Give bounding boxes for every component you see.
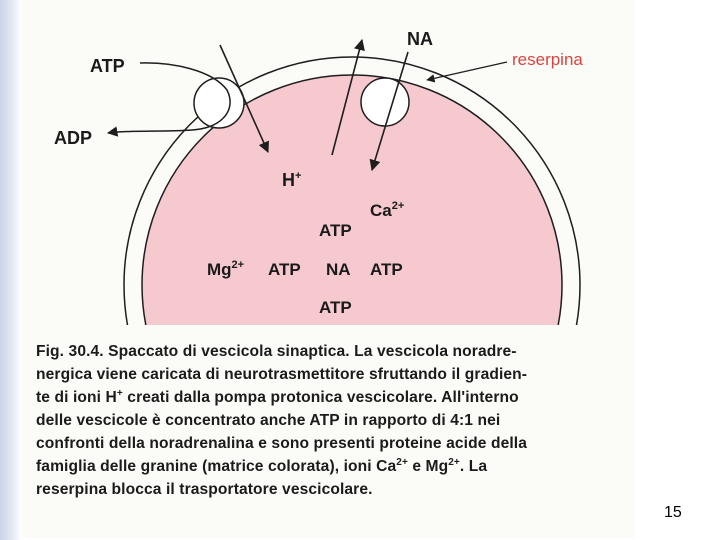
- slide-border: [0, 0, 22, 540]
- caption-text: delle vescicole è concentrato anche ATP in rapporto di 4:1 nei: [36, 412, 501, 429]
- caption-line: [36, 409, 621, 432]
- caption-text: nergica viene caricata di neurotrasmettitore sfruttando il gradien-: [36, 366, 528, 383]
- caption-sup: 2+: [448, 456, 460, 468]
- caption-line: [36, 340, 621, 363]
- reserpina-arrow: [427, 62, 507, 80]
- label-atp-right: ATP: [370, 260, 403, 279]
- vesicular-transporter: [361, 78, 409, 126]
- caption-sup: 2+: [396, 456, 408, 468]
- caption-line: [36, 455, 621, 478]
- label-mg: $Mg^{2+}$: [207, 259, 245, 279]
- figure-caption: [36, 340, 621, 501]
- label-atp-left: ATP: [268, 260, 301, 279]
- label-na-top: NA: [407, 29, 433, 49]
- label-ca: $Ca^{2+}$: [370, 200, 405, 220]
- caption-text: Spaccato di vescicola sinaptica. La vescicola noradre-: [103, 343, 517, 360]
- label-na-center: NA: [326, 260, 351, 279]
- vesicle-diagram: [22, 0, 635, 340]
- label-atp-upper: ATP: [319, 221, 352, 240]
- caption-text: famiglia delle granine (matrice colorata), ioni Ca: [36, 458, 397, 475]
- caption-text: confronti della noradrenalina e sono presenti proteine acide della: [36, 435, 527, 452]
- label-reserpina: reserpina: [512, 50, 583, 69]
- proton-pump: [194, 78, 244, 128]
- caption-line: [36, 363, 621, 386]
- label-h-plus: H+: [282, 170, 302, 190]
- label-adp-outside: ADP: [54, 128, 93, 148]
- caption-text: creati dalla pompa protonica vescicolare. All'interno: [122, 389, 519, 406]
- caption-text: te di ioni H: [36, 389, 117, 406]
- caption-text: e Mg: [407, 458, 449, 475]
- label-atp-outside: ATP: [90, 56, 125, 76]
- caption-text: . La: [459, 458, 488, 475]
- caption-line: [36, 386, 621, 409]
- caption-figure-number: Fig. 30.4.: [36, 343, 104, 360]
- caption-line: [36, 478, 621, 501]
- caption-text: reserpina blocca il trasportatore vescicolare.: [36, 481, 373, 498]
- caption-sup: +: [116, 387, 123, 399]
- label-atp-lower: ATP: [319, 298, 352, 317]
- caption-line: [36, 432, 621, 455]
- page-number: 15: [664, 504, 682, 521]
